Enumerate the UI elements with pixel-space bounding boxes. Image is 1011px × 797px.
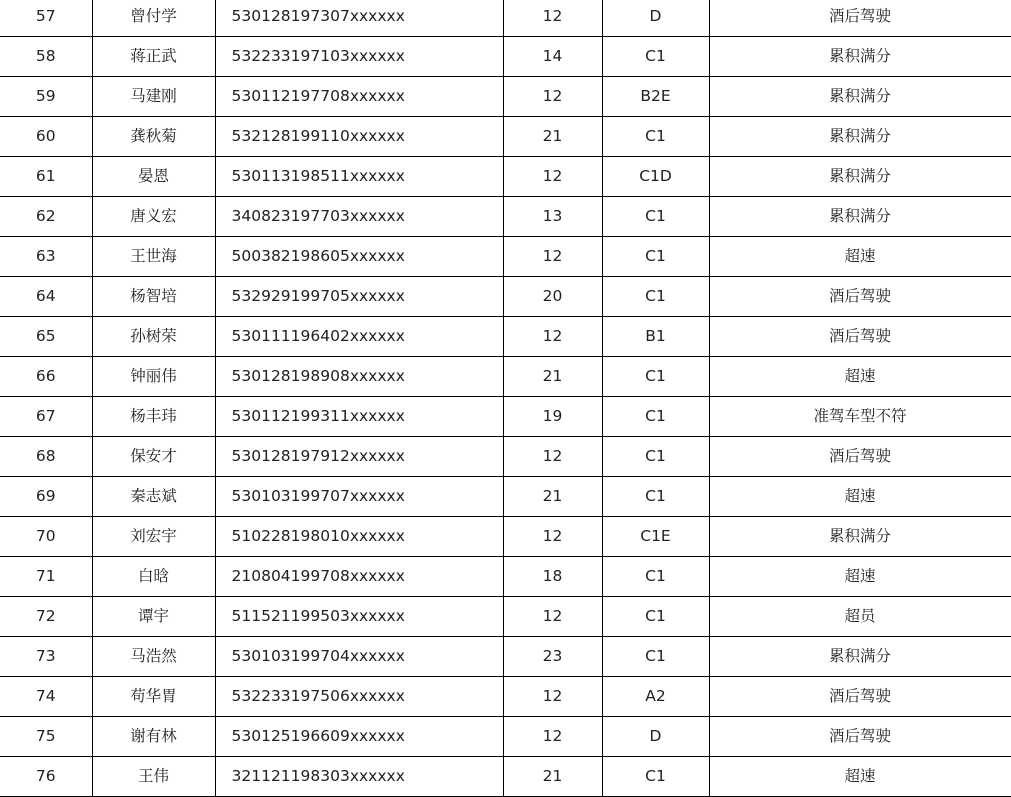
table-row (0, 477, 1011, 517)
reason-cell: 累积满分 (709, 157, 1011, 197)
license-class-cell: C1 (602, 237, 709, 277)
score-cell: 12 (503, 597, 602, 637)
reason-cell: 超速 (709, 357, 1011, 397)
license-class-cell: C1 (602, 117, 709, 157)
reason-cell: 酒后驾驶 (709, 317, 1011, 357)
id-number-cell: 530111196402xxxxxx (215, 317, 503, 357)
row-number-cell: 75 (0, 717, 92, 757)
name-cell: 秦志斌 (92, 477, 215, 517)
reason-cell: 酒后驾驶 (709, 0, 1011, 37)
id-number-cell: 510228198010xxxxxx (215, 517, 503, 557)
score-cell: 13 (503, 197, 602, 237)
id-number-cell: 530112197708xxxxxx (215, 77, 503, 117)
license-class-cell: C1 (602, 37, 709, 77)
license-class-cell: C1 (602, 437, 709, 477)
reason-cell: 超员 (709, 597, 1011, 637)
license-class-cell: C1D (602, 157, 709, 197)
name-cell: 曾付学 (92, 0, 215, 37)
table-row (0, 557, 1011, 597)
row-number-cell: 66 (0, 357, 92, 397)
row-number-cell: 69 (0, 477, 92, 517)
score-cell: 21 (503, 757, 602, 797)
license-class-cell: C1 (602, 757, 709, 797)
score-cell: 21 (503, 357, 602, 397)
table-row (0, 197, 1011, 237)
table-row (0, 597, 1011, 637)
table-row (0, 517, 1011, 557)
score-cell: 12 (503, 237, 602, 277)
name-cell: 马建刚 (92, 77, 215, 117)
row-number-cell: 64 (0, 277, 92, 317)
id-number-cell: 210804199708xxxxxx (215, 557, 503, 597)
id-number-cell: 530103199707xxxxxx (215, 477, 503, 517)
table-row (0, 117, 1011, 157)
name-cell: 谭宇 (92, 597, 215, 637)
row-number-cell: 67 (0, 397, 92, 437)
license-class-cell: C1 (602, 277, 709, 317)
id-number-cell: 511521199503xxxxxx (215, 597, 503, 637)
license-class-cell: C1 (602, 477, 709, 517)
score-cell: 12 (503, 717, 602, 757)
reason-cell: 酒后驾驶 (709, 277, 1011, 317)
license-class-cell: D (602, 0, 709, 37)
name-cell: 苟华胃 (92, 677, 215, 717)
reason-cell: 累积满分 (709, 517, 1011, 557)
license-class-cell: D (602, 717, 709, 757)
reason-cell: 累积满分 (709, 117, 1011, 157)
score-cell: 14 (503, 37, 602, 77)
name-cell: 孙树荣 (92, 317, 215, 357)
score-cell: 12 (503, 0, 602, 37)
license-class-cell: C1 (602, 597, 709, 637)
table-row (0, 277, 1011, 317)
row-number-cell: 73 (0, 637, 92, 677)
id-number-cell: 532233197103xxxxxx (215, 37, 503, 77)
license-class-cell: C1 (602, 557, 709, 597)
table-row (0, 437, 1011, 477)
row-number-cell: 74 (0, 677, 92, 717)
score-cell: 19 (503, 397, 602, 437)
reason-cell: 累积满分 (709, 37, 1011, 77)
reason-cell: 超速 (709, 557, 1011, 597)
license-class-cell: C1 (602, 397, 709, 437)
id-number-cell: 532233197506xxxxxx (215, 677, 503, 717)
table-row (0, 677, 1011, 717)
row-number-cell: 58 (0, 37, 92, 77)
table-row (0, 77, 1011, 117)
reason-cell: 超速 (709, 477, 1011, 517)
table-row (0, 397, 1011, 437)
name-cell: 杨智培 (92, 277, 215, 317)
reason-cell: 准驾车型不符 (709, 397, 1011, 437)
name-cell: 王伟 (92, 757, 215, 797)
name-cell: 白晗 (92, 557, 215, 597)
table-row (0, 237, 1011, 277)
row-number-cell: 65 (0, 317, 92, 357)
id-number-cell: 530125196609xxxxxx (215, 717, 503, 757)
row-number-cell: 63 (0, 237, 92, 277)
id-number-cell: 530103199704xxxxxx (215, 637, 503, 677)
name-cell: 晏恩 (92, 157, 215, 197)
name-cell: 王世海 (92, 237, 215, 277)
table-row (0, 637, 1011, 677)
name-cell: 钟丽伟 (92, 357, 215, 397)
row-number-cell: 71 (0, 557, 92, 597)
table-row (0, 757, 1011, 797)
id-number-cell: 532128199110xxxxxx (215, 117, 503, 157)
row-number-cell: 57 (0, 0, 92, 37)
row-number-cell: 61 (0, 157, 92, 197)
name-cell: 唐义宏 (92, 197, 215, 237)
reason-cell: 酒后驾驶 (709, 677, 1011, 717)
reason-cell: 酒后驾驶 (709, 437, 1011, 477)
table-row (0, 37, 1011, 77)
score-cell: 12 (503, 157, 602, 197)
reason-cell: 酒后驾驶 (709, 717, 1011, 757)
id-number-cell: 321121198303xxxxxx (215, 757, 503, 797)
score-cell: 12 (503, 517, 602, 557)
row-number-cell: 76 (0, 757, 92, 797)
row-number-cell: 72 (0, 597, 92, 637)
name-cell: 刘宏宇 (92, 517, 215, 557)
table-row (0, 317, 1011, 357)
score-cell: 12 (503, 317, 602, 357)
score-cell: 20 (503, 277, 602, 317)
license-class-cell: B1 (602, 317, 709, 357)
name-cell: 保安才 (92, 437, 215, 477)
row-number-cell: 59 (0, 77, 92, 117)
reason-cell: 超速 (709, 237, 1011, 277)
reason-cell: 累积满分 (709, 77, 1011, 117)
table-row (0, 357, 1011, 397)
score-cell: 12 (503, 77, 602, 117)
id-number-cell: 340823197703xxxxxx (215, 197, 503, 237)
score-cell: 21 (503, 477, 602, 517)
name-cell: 龚秋菊 (92, 117, 215, 157)
license-class-cell: A2 (602, 677, 709, 717)
score-cell: 21 (503, 117, 602, 157)
reason-cell: 累积满分 (709, 197, 1011, 237)
id-number-cell: 530128198908xxxxxx (215, 357, 503, 397)
license-class-cell: C1 (602, 197, 709, 237)
table-row (0, 717, 1011, 757)
row-number-cell: 70 (0, 517, 92, 557)
score-cell: 23 (503, 637, 602, 677)
name-cell: 蒋正武 (92, 37, 215, 77)
score-cell: 12 (503, 677, 602, 717)
name-cell: 马浩然 (92, 637, 215, 677)
score-cell: 12 (503, 437, 602, 477)
id-number-cell: 530128197307xxxxxx (215, 0, 503, 37)
score-cell: 18 (503, 557, 602, 597)
id-number-cell: 500382198605xxxxxx (215, 237, 503, 277)
id-number-cell: 530113198511xxxxxx (215, 157, 503, 197)
table-row (0, 157, 1011, 197)
reason-cell: 超速 (709, 757, 1011, 797)
row-number-cell: 68 (0, 437, 92, 477)
license-class-cell: C1 (602, 357, 709, 397)
reason-cell: 累积满分 (709, 637, 1011, 677)
table-row (0, 0, 1011, 37)
license-class-cell: C1E (602, 517, 709, 557)
name-cell: 谢有林 (92, 717, 215, 757)
id-number-cell: 530128197912xxxxxx (215, 437, 503, 477)
name-cell: 杨丰玮 (92, 397, 215, 437)
row-number-cell: 60 (0, 117, 92, 157)
id-number-cell: 532929199705xxxxxx (215, 277, 503, 317)
license-class-cell: C1 (602, 637, 709, 677)
id-number-cell: 530112199311xxxxxx (215, 397, 503, 437)
license-class-cell: B2E (602, 77, 709, 117)
row-number-cell: 62 (0, 197, 92, 237)
